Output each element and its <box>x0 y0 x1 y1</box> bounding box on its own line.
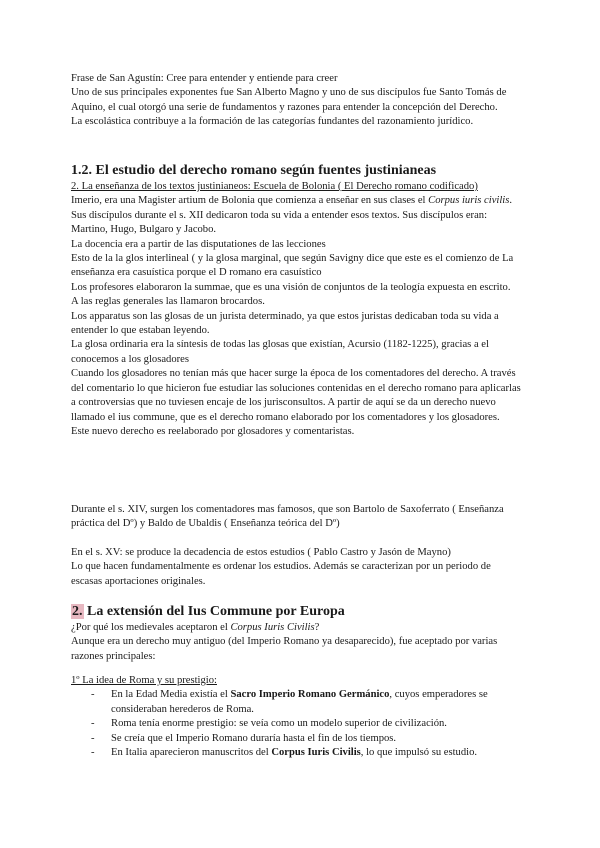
list-item <box>71 688 523 717</box>
section-1-2 <box>71 162 523 439</box>
intro-paragraph-3: La escolástica contribuye a la formación de las categorías fundantes del razonamiento jurídico. <box>71 116 474 128</box>
intro-block <box>71 72 523 130</box>
list-item-text-end: , lo que impulsó su estudio. <box>360 747 478 759</box>
section-2-title: La extensión del Ius Commune por Europa <box>83 604 345 619</box>
xiv-paragraph: Durante el s. XIV, surgen los comentadores mas famosos, que son Bartolo de Saxoferrato ( Enseñanza práctica del Dº) y Baldo de Ubaldis ( Enseñanza teórica del Dº) <box>71 504 504 530</box>
question-line <box>71 621 523 635</box>
point-1-title: 1º La idea de Roma y su prestigio: <box>71 675 217 686</box>
paragraph: Los apparatus son las glosas de un jurista determinado, ya que estos juristas dedicaban toda su vida a entender lo que estaban leyendo. <box>71 310 499 337</box>
intro-paragraph-1: Frase de San Agustín: Cree para entender y entiende para creer <box>71 73 338 84</box>
section-1-2-heading: 1.2. El estudio del derecho romano según fuentes justinianeas <box>71 163 437 178</box>
xv-paragraph: En el s. XV: se produce la decadencia de estos estudios ( Pablo Castro y Jasón de Mayno) <box>71 547 451 558</box>
question-end: ? <box>314 622 320 633</box>
paragraph: Cuando los glosadores no tenían más que hacer surge la época de los comentadores del derecho. A través del comentario lo que hicieron fue estudiar las soluciones contenidas en el derecho romano para aplicarlas a controversias que no tuviesen encaje de los jurisconsultos. A partir de aquí se da un derecho nuevo llamado el ius commune, que es el derecho romano elaborado por los comentadores y los glosadores. <box>71 368 521 423</box>
list-item <box>71 732 523 746</box>
list-item <box>71 717 523 731</box>
section-2-heading <box>71 603 523 621</box>
list-item-bold: Sacro Imperio Romano Germánico <box>230 689 390 701</box>
xv-paragraph-2: Lo que hacen fundamentalmente es ordenar los estudios. Además se caracterizan por un periodo de escasas aportaciones originales. <box>71 561 491 587</box>
section-2-number: 2. <box>72 604 83 619</box>
paragraph: Este nuevo derecho es reelaborado por glosadores y comentaristas. <box>71 425 355 437</box>
paragraph: Esto de la la glos interlineal ( y la glosa marginal, que según Savigny dice que este es el comienzo de La enseñanza era casuística porque el D romano era casuístico <box>71 253 514 279</box>
imerio-end: . <box>509 195 513 207</box>
paragraph: A las reglas generales las llamaron brocardos. <box>71 296 265 308</box>
list-item <box>71 746 523 760</box>
question-text: ¿Por qué los medievales aceptaron el <box>71 622 231 633</box>
intro-paragraph-2: Uno de sus principales exponentes fue San Alberto Magno y uno de sus discípulos fue Santo Tomás de Aquino, el cual otorgó una serie de fundamentos y razones para entender la concepción del Derecho. <box>71 87 507 113</box>
xv-block <box>71 546 523 589</box>
answer-paragraph: Aunque era un derecho muy antiguo (del Imperio Romano ya desaparecido), fue aceptado por varias razones principales: <box>71 636 498 662</box>
paragraph: Los profesores elaboraron la summae, que es una visión de conjuntos de la teología expuesta en escrito. <box>71 281 511 293</box>
point-1-block <box>71 674 523 760</box>
imerio-italic: Corpus iuris civilis <box>428 195 510 207</box>
list-item-text: En Italia aparecieron manuscritos del <box>111 747 272 759</box>
imerio-paragraph <box>71 194 523 208</box>
section-2 <box>71 603 523 664</box>
list-item-text: Roma tenía enorme prestigio: se veía como un modelo superior de civilización. <box>111 718 447 730</box>
list-item-text: En la Edad Media existía el <box>111 689 231 701</box>
point-1-list <box>71 688 523 760</box>
imerio-text: Imerio, era una Magister artium de Bolonia que comienza a enseñar en sus clases el <box>71 195 429 207</box>
paragraph: La docencia era a partir de las disputationes de las lecciones <box>71 238 326 250</box>
list-item-text: Se creía que el Imperio Romano duraría hasta el fin de los tiempos. <box>111 732 397 744</box>
list-item-bold: Corpus Iuris Civilis <box>271 747 361 759</box>
paragraph: La glosa ordinaria era la síntesis de todas las glosas que existían, Acursio (1182-1225), gracias a el conocemos a los glosadores <box>71 339 489 365</box>
section-1-2-subheading: 2. La enseñanza de los textos justinianeos: Escuela de Bolonia ( El Derecho romano codificado) <box>71 181 478 192</box>
xiv-block <box>71 503 523 532</box>
question-italic: Corpus Iuris Civilis <box>230 622 315 633</box>
paragraph: Sus discípulos durante el s. XII dedicaron toda su vida a entender esos textos. Sus discípulos eran: Martino, Hugo, Bulgaro y Jacobo. <box>71 209 488 236</box>
list-item-text-end: , cuyos emperadores se consideraban herederos de Roma. <box>111 689 488 715</box>
